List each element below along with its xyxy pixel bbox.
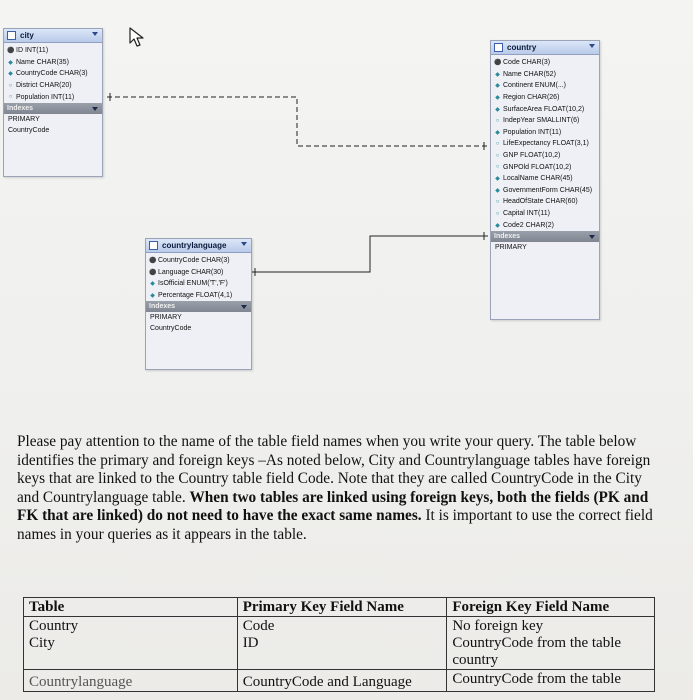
column-row: [491, 57, 599, 69]
column-row: [4, 68, 102, 80]
table-icon: [149, 241, 158, 250]
diamond-icon: ◆: [495, 71, 500, 78]
chevron-down-icon[interactable]: [589, 235, 595, 239]
column-name: Code CHAR(3): [503, 59, 551, 67]
column-row: [491, 92, 599, 104]
city-country-link: [107, 97, 488, 146]
diamond-icon: ◆: [495, 83, 500, 90]
circle-icon: ○: [495, 198, 500, 205]
header-cell: Foreign Key Field Name: [447, 598, 655, 617]
key-icon: ⚫: [149, 258, 157, 265]
column-row: [491, 219, 599, 231]
column-name: Code2 CHAR(2): [503, 221, 554, 229]
column-row: [491, 196, 599, 208]
circle-icon: ○: [495, 164, 500, 171]
diamond-icon: ◆: [150, 281, 155, 288]
countrylanguage-country-link: [251, 236, 488, 272]
diamond-icon: ◆: [495, 129, 500, 136]
column-name: District CHAR(20): [16, 82, 72, 90]
key-icon: ⚫: [494, 60, 502, 67]
index-row: CountryCode: [150, 325, 192, 333]
paragraph-text-2: It is important to use the correct field names in your queries as it appears in the table.: [17, 507, 653, 543]
column-row: [146, 267, 251, 279]
primary-key-name: ID: [242, 635, 259, 651]
city-entity-title: city: [20, 31, 34, 40]
diamond-icon: ◆: [495, 187, 500, 194]
column-name: IsOfficial ENUM('T','F'): [158, 280, 228, 288]
diamond-icon: ◆: [8, 59, 13, 66]
column-name: Name CHAR(52): [503, 70, 556, 78]
column-name: GNP FLOAT(10,2): [503, 152, 561, 160]
table-cell: [447, 617, 655, 670]
column-name: Continent ENUM(...): [503, 82, 567, 90]
circle-icon: ○: [495, 210, 500, 217]
column-row: [491, 161, 599, 173]
column-name: IndepYear SMALLINT(6): [503, 117, 580, 125]
column-row: [4, 80, 102, 92]
table-row: [24, 617, 655, 670]
diamond-icon: ◆: [495, 106, 500, 113]
paragraph-text-1: Please pay attention to the name of the table field names when you write your query. The table below identifies the primary and foreign keys –As noted below, City and Countrylanguage tables have foreign keys that are linked to the Country table field Code. Note that they are called CountryCode in the City and Countrylanguage table.: [17, 433, 651, 506]
table-icon: [7, 31, 16, 40]
column-row: [4, 57, 102, 69]
column-name: CountryCode CHAR(3): [158, 257, 230, 265]
column-name: LifeExpectancy FLOAT(3,1): [503, 140, 589, 148]
column-name: SurfaceArea FLOAT(10,2): [503, 105, 585, 113]
circle-icon: ○: [495, 152, 500, 159]
column-row: [491, 127, 599, 139]
instruction-paragraph: [17, 433, 667, 545]
countrylanguage-entity-title: countrylanguage: [162, 241, 227, 250]
key-icon: ⚫: [149, 269, 157, 276]
key-icon: ⚫: [7, 48, 15, 55]
column-name: Name CHAR(35): [16, 58, 69, 66]
table-cell: [237, 617, 447, 670]
header-cell: Table: [24, 598, 238, 617]
column-name: Population INT(11): [503, 128, 562, 136]
column-row: [491, 173, 599, 185]
city-entity[interactable]: [3, 28, 103, 177]
column-row: [491, 69, 599, 81]
column-name: ID INT(11): [16, 47, 49, 55]
diamond-icon: ◆: [8, 71, 13, 78]
diamond-icon: ◆: [150, 293, 155, 300]
circle-icon: ○: [495, 117, 500, 124]
column-name: Population INT(11): [16, 93, 75, 101]
column-row: [491, 103, 599, 115]
column-row: [491, 138, 599, 150]
country-entity[interactable]: [490, 40, 600, 320]
diamond-icon: ◆: [495, 222, 500, 229]
column-row: [146, 278, 251, 290]
column-row: [491, 185, 599, 197]
table-cell: [24, 617, 238, 670]
indexes-bar[interactable]: [4, 103, 102, 114]
column-row: [146, 290, 251, 302]
city-entity-header[interactable]: [4, 29, 102, 43]
table-cell: Countrylanguage: [24, 670, 238, 692]
column-name: LocalName CHAR(45): [503, 175, 573, 183]
indexes-label: Indexes: [149, 303, 176, 311]
mouse-cursor-icon: [128, 26, 150, 48]
table-header-row: [24, 598, 655, 617]
table-name: Country: [29, 618, 79, 634]
column-row: [491, 208, 599, 220]
countrylanguage-entity-header[interactable]: [146, 239, 251, 253]
country-entity-header[interactable]: [491, 41, 599, 55]
index-row: PRIMARY: [150, 314, 182, 322]
countrylanguage-entity[interactable]: [145, 238, 252, 370]
column-name: GNPOld FLOAT(10,2): [503, 163, 572, 171]
circle-icon: ○: [8, 94, 13, 101]
column-name: HeadOfState CHAR(60): [503, 198, 578, 206]
column-name: Region CHAR(26): [503, 94, 560, 102]
indexes-label: Indexes: [494, 232, 521, 240]
indexes-bar[interactable]: [146, 301, 251, 312]
diamond-icon: ◆: [495, 95, 500, 102]
header-cell: Primary Key Field Name: [237, 598, 447, 617]
column-row: [491, 115, 599, 127]
chevron-down-icon[interactable]: [92, 107, 98, 111]
column-row: [491, 80, 599, 92]
keys-table: [23, 597, 655, 692]
table-name: City: [29, 635, 55, 651]
column-name: Percentage FLOAT(4,1): [158, 292, 233, 300]
chevron-down-icon[interactable]: [241, 305, 247, 309]
column-name: Capital INT(11): [503, 210, 550, 218]
indexes-bar[interactable]: [491, 231, 599, 242]
chevron-down-icon[interactable]: [241, 242, 247, 246]
column-row: [491, 150, 599, 162]
index-row: CountryCode: [8, 126, 50, 134]
column-row: [146, 255, 251, 267]
diamond-icon: ◆: [495, 176, 500, 183]
circle-icon: ○: [495, 140, 500, 147]
index-row: PRIMARY: [495, 243, 527, 251]
country-entity-title: country: [507, 43, 537, 52]
paragraph-bold-text: When two tables are linked using foreign keys, both the fields (PK and FK that are linked) do not need to have the exact same names.: [17, 488, 649, 525]
column-name: CountryCode CHAR(3): [16, 70, 88, 78]
chevron-down-icon[interactable]: [92, 32, 98, 36]
foreign-key-name: CountryCode from the table country: [452, 635, 622, 668]
foreign-key-name: No foreign key: [452, 618, 544, 634]
indexes-label: Indexes: [7, 104, 34, 112]
circle-icon: ○: [8, 82, 13, 89]
table-cell: CountryCode from the table: [447, 670, 655, 692]
column-name: GovernmentForm CHAR(45): [503, 186, 593, 194]
primary-key-name: Code: [242, 618, 275, 634]
chevron-down-icon[interactable]: [589, 44, 595, 48]
column-row: [4, 45, 102, 57]
column-row: [4, 91, 102, 103]
table-icon: [494, 43, 503, 52]
table-cell: CountryCode and Language: [237, 670, 447, 692]
table-row: [24, 670, 655, 692]
column-name: Language CHAR(30): [158, 268, 224, 276]
index-row: PRIMARY: [8, 115, 40, 123]
